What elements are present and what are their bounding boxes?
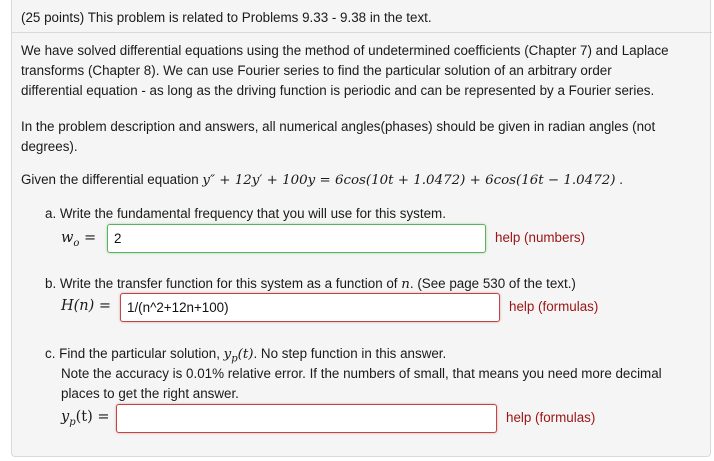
problem-header	[12, 0, 712, 33]
particular-solution-input[interactable]	[116, 404, 497, 433]
fundamental-frequency-input[interactable]	[107, 224, 486, 253]
part-a-prompt: a. Write the fundamental frequency that you will use for this system.	[45, 206, 446, 221]
part-a-answer-label: $w_o$ =	[61, 230, 97, 249]
part-b-answer-label: H(n) =	[61, 298, 112, 314]
part-b-help-link[interactable]: help (formulas)	[509, 299, 599, 314]
problem-card	[11, 0, 711, 457]
given-suffix: .	[615, 172, 623, 187]
intro-line: We have solved differential equations using the method of undetermined coefficients (Chapter 7) and Laplace	[21, 43, 669, 58]
accuracy-line: Note the accuracy is 0.01% relative error. If the numbers of small, that means you need more decimal	[61, 366, 662, 381]
part-c-answer-label: $y_p(t)$ =	[61, 409, 110, 428]
intro-line: differential equation - as long as the driving function is periodic and can be represented by a Fourier series.	[21, 83, 655, 98]
problem-points-title: (25 points) This problem is related to Problems 9.33 - 9.38 in the text.	[21, 10, 432, 25]
radian-note	[21, 117, 706, 157]
part-c-help-link[interactable]: help (formulas)	[506, 410, 596, 425]
transfer-function-input[interactable]	[120, 293, 500, 322]
part-c-prompt: c. Find the particular solution, $y_p(t)$. No step function in this answer.	[45, 346, 447, 365]
intro-paragraph	[21, 41, 706, 101]
part-b-prompt: b. Write the transfer function for this system as a function of n. (See page 530 of the text.)	[45, 276, 576, 292]
accuracy-note	[61, 364, 701, 404]
part-a-help-link[interactable]: help (numbers)	[495, 230, 586, 245]
given-equation-line	[21, 170, 706, 191]
note-line: In the problem description and answers, all numerical angles(phases) should be given in radian angles (not	[21, 119, 656, 134]
differential-equation: y″ + 12y′ + 100y = 6cos(10t + 1.0472) + 6cos(16t − 1.0472)	[202, 173, 616, 188]
accuracy-line: places to get the right answer.	[61, 386, 239, 401]
given-prefix: Given the differential equation	[21, 172, 203, 187]
note-line: degrees).	[21, 139, 78, 154]
intro-line: transforms (Chapter 8). We can use Fourier series to find the particular solution of an arbitrary order	[21, 63, 612, 78]
